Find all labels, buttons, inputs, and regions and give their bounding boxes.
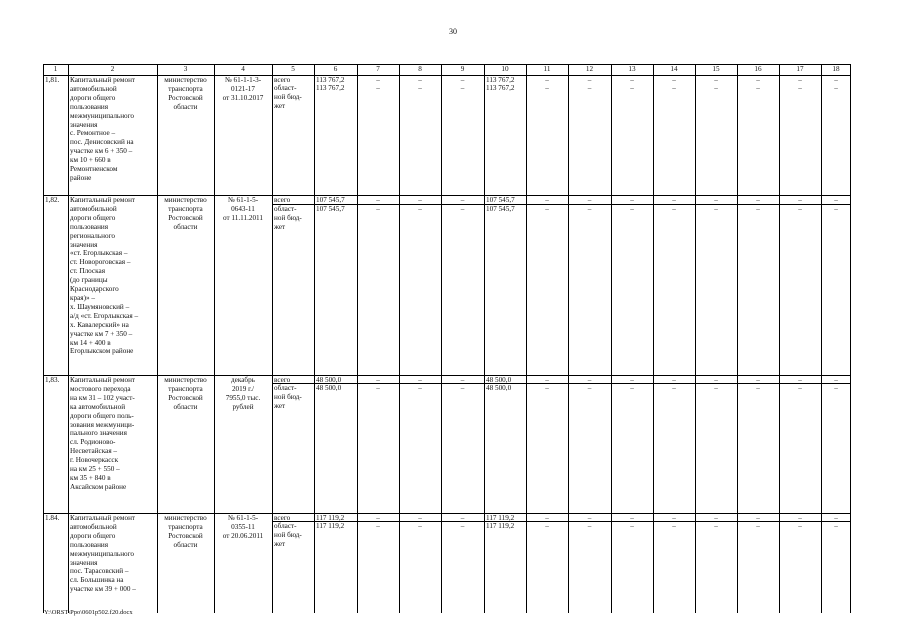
cell-value: – xyxy=(545,84,549,92)
cell-value: – xyxy=(798,84,802,92)
column-number-2: 2 xyxy=(110,65,115,73)
cell-value: – xyxy=(756,76,760,84)
cell-value: – xyxy=(834,84,838,92)
cell-value: – xyxy=(376,196,380,204)
column-number-8: 8 xyxy=(418,65,422,73)
cell-value: – xyxy=(798,205,802,213)
funding-source: област- ной бюд- жет xyxy=(274,384,302,410)
cell-value: – xyxy=(545,514,549,522)
column-number-1: 1 xyxy=(53,65,58,73)
object-name: Капитальный ремонт мостового перехода на км 31 – 102 участ- ка автомобильной дороги общего поль- зования межмуници- пального значения сл. Родионово- Несветайская – г. Новочеркасск на км 25 + 550 – км 35 + 840 в Аксайском районе xyxy=(70,376,136,491)
cell-value: – xyxy=(545,384,549,392)
cell-value: 48 500,0 xyxy=(316,384,342,392)
project-document: № 61-1-5- 0643-11 от 11.11.2011 xyxy=(223,196,263,222)
cell-value: 117 119,2 xyxy=(316,514,345,522)
table-v-rule xyxy=(314,64,315,613)
object-name: Капитальный ремонт автомобильной дороги общего пользования регионального значения «ст. Егорлыкская – ст. Новороговская – ст. Плоская (до границы Краснодарского края)» – х. Шаумяновский – а/д «ст. Егорлыкская – х. Кавалерский» на участке км 7 + 350 – км 14 + 400 в Егорлыкском районе xyxy=(70,196,139,356)
column-number-9: 9 xyxy=(460,65,465,73)
cell-value: – xyxy=(798,522,802,530)
cell-value: – xyxy=(798,76,802,84)
page-number: 30 xyxy=(449,27,457,36)
cell-value: – xyxy=(418,84,422,92)
cell-value: – xyxy=(630,84,634,92)
cell-value: – xyxy=(756,196,760,204)
project-document: № 61-1-5- 0355-11 от 20.06.2011 xyxy=(222,514,264,540)
cell-value: – xyxy=(376,205,380,213)
row-number: 1,83. xyxy=(45,376,60,384)
project-document: № 61-1-1-3- 0121-17 от 31.10.2017 xyxy=(222,76,264,102)
cell-value: – xyxy=(418,384,422,392)
column-number-10: 10 xyxy=(501,65,509,73)
funding-source: всего xyxy=(274,514,291,522)
object-name: Капитальный ремонт автомобильной дороги общего пользования межмуниципального значения пос. Тарасовский – сл. Большинка на участке км 39 + 000 – xyxy=(70,514,136,594)
column-number-15: 15 xyxy=(712,65,720,73)
cell-value: – xyxy=(630,384,634,392)
funding-source: всего xyxy=(274,76,291,84)
cell-value: – xyxy=(672,384,676,392)
column-number-11: 11 xyxy=(543,65,551,73)
table-v-rule xyxy=(484,64,485,613)
column-number-3: 3 xyxy=(183,65,188,73)
table-v-rule xyxy=(272,64,273,613)
cell-value: – xyxy=(418,522,422,530)
funding-source: област- ной бюд- жет xyxy=(274,84,302,110)
column-number-13: 13 xyxy=(628,65,636,73)
cell-value: – xyxy=(630,514,634,522)
row-number: 1.84. xyxy=(45,514,60,522)
cell-value: – xyxy=(672,376,676,384)
cell-value: 117 119,2 xyxy=(486,514,515,522)
cell-value: 107 545,7 xyxy=(486,196,515,204)
cell-value: – xyxy=(545,376,549,384)
cell-value: – xyxy=(834,76,838,84)
cell-value: – xyxy=(418,196,422,204)
column-number-6: 6 xyxy=(333,65,338,73)
cell-value: – xyxy=(418,376,422,384)
cell-value: – xyxy=(630,76,634,84)
cell-value: – xyxy=(714,76,718,84)
cell-value: – xyxy=(587,76,592,84)
column-number-4: 4 xyxy=(241,65,245,73)
cell-value: – xyxy=(460,522,465,530)
cell-value: – xyxy=(756,84,760,92)
cell-value: – xyxy=(460,84,465,92)
table-v-rule xyxy=(43,64,44,613)
funding-source: всего xyxy=(274,196,291,204)
cell-value: 107 545,7 xyxy=(486,205,515,213)
cell-value: – xyxy=(672,76,676,84)
cell-value: – xyxy=(672,205,676,213)
cell-value: – xyxy=(714,514,718,522)
cell-value: – xyxy=(587,514,592,522)
cell-value: – xyxy=(545,196,549,204)
cell-value: 113 767,2 xyxy=(486,84,515,92)
customer: министерство транспорта Ростовской области xyxy=(164,376,207,411)
cell-value: 113 767,2 xyxy=(316,84,345,92)
customer: министерство транспорта Ростовской области xyxy=(164,196,207,231)
cell-value: – xyxy=(756,376,760,384)
cell-value: 117 119,2 xyxy=(486,522,515,530)
cell-value: 113 767,2 xyxy=(486,76,515,84)
cell-value: – xyxy=(545,205,549,213)
cell-value: – xyxy=(418,76,422,84)
project-document: декабрь 2019 г./ 7955,0 тыс. рублей xyxy=(225,376,261,411)
column-number-14: 14 xyxy=(670,65,678,73)
customer: министерство транспорта Ростовской области xyxy=(164,76,207,111)
cell-value: – xyxy=(834,384,838,392)
cell-value: – xyxy=(756,514,760,522)
cell-value: 48 500,0 xyxy=(316,376,342,384)
file-path-footer: Y:\ORST\Ppo\0601p502.f20.docx xyxy=(44,609,133,616)
cell-value: – xyxy=(714,84,718,92)
cell-value: – xyxy=(630,376,634,384)
cell-value: – xyxy=(460,384,465,392)
cell-value: – xyxy=(587,376,592,384)
cell-value: – xyxy=(587,522,592,530)
row-number: 1,82. xyxy=(45,196,60,204)
cell-value: – xyxy=(834,205,838,213)
cell-value: – xyxy=(418,514,422,522)
cell-value: – xyxy=(672,196,676,204)
cell-value: – xyxy=(376,514,380,522)
cell-value: – xyxy=(630,522,634,530)
cell-value: 113 767,2 xyxy=(316,76,345,84)
road-repair-table xyxy=(43,64,851,613)
object-name: Капитальный ремонт автомобильной дороги общего пользования межмуниципального значения с. Ремонтное – пос. Денисовский на участке км 6 + 350 – км 10 + 660 в Ремонтненском районе xyxy=(70,76,136,182)
column-number-17: 17 xyxy=(796,65,804,73)
cell-value: – xyxy=(834,514,838,522)
column-number-16: 16 xyxy=(754,65,762,73)
column-number-5: 5 xyxy=(291,65,295,73)
cell-value: – xyxy=(376,522,380,530)
cell-value: – xyxy=(460,196,465,204)
funding-source: област- ной бюд- жет xyxy=(274,205,302,231)
row-number: 1,81. xyxy=(45,76,60,84)
customer: министерство транспорта Ростовской области xyxy=(164,514,207,549)
cell-value: – xyxy=(460,205,465,213)
cell-value: 48 500,0 xyxy=(486,384,512,392)
funding-source: всего xyxy=(274,376,291,384)
cell-value: – xyxy=(714,384,718,392)
cell-value: 48 500,0 xyxy=(486,376,512,384)
cell-value: – xyxy=(798,384,802,392)
cell-value: – xyxy=(376,376,380,384)
cell-value: – xyxy=(376,84,380,92)
cell-value: – xyxy=(798,196,802,204)
cell-value: – xyxy=(587,196,592,204)
cell-value: – xyxy=(630,205,634,213)
cell-value: – xyxy=(376,76,380,84)
cell-value: – xyxy=(460,376,465,384)
cell-value: – xyxy=(587,384,592,392)
cell-value: – xyxy=(418,205,422,213)
cell-value: – xyxy=(587,84,592,92)
table-v-rule xyxy=(68,64,69,613)
cell-value: – xyxy=(714,196,718,204)
cell-value: – xyxy=(376,384,380,392)
cell-value: – xyxy=(798,376,802,384)
cell-value: – xyxy=(834,376,838,384)
cell-value: – xyxy=(714,522,718,530)
cell-value: – xyxy=(834,196,838,204)
cell-value: 117 119,2 xyxy=(316,522,345,530)
cell-value: 107 545,7 xyxy=(316,205,345,213)
cell-value: – xyxy=(672,522,676,530)
cell-value: – xyxy=(460,514,465,522)
column-number-18: 18 xyxy=(832,65,840,73)
cell-value: – xyxy=(545,76,549,84)
cell-value: – xyxy=(834,522,838,530)
cell-value: – xyxy=(460,76,465,84)
cell-value: – xyxy=(545,522,549,530)
funding-source: област- ной бюд- жет xyxy=(274,522,302,548)
cell-value: – xyxy=(587,205,592,213)
cell-value: – xyxy=(756,205,760,213)
column-number-12: 12 xyxy=(585,65,594,73)
cell-value: – xyxy=(756,384,760,392)
column-number-7: 7 xyxy=(376,65,380,73)
cell-value: – xyxy=(630,196,634,204)
cell-value: – xyxy=(672,514,676,522)
cell-value: – xyxy=(714,205,718,213)
cell-value: 107 545,7 xyxy=(316,196,345,204)
cell-value: – xyxy=(672,84,676,92)
cell-value: – xyxy=(714,376,718,384)
cell-value: – xyxy=(798,514,802,522)
cell-value: – xyxy=(756,522,760,530)
